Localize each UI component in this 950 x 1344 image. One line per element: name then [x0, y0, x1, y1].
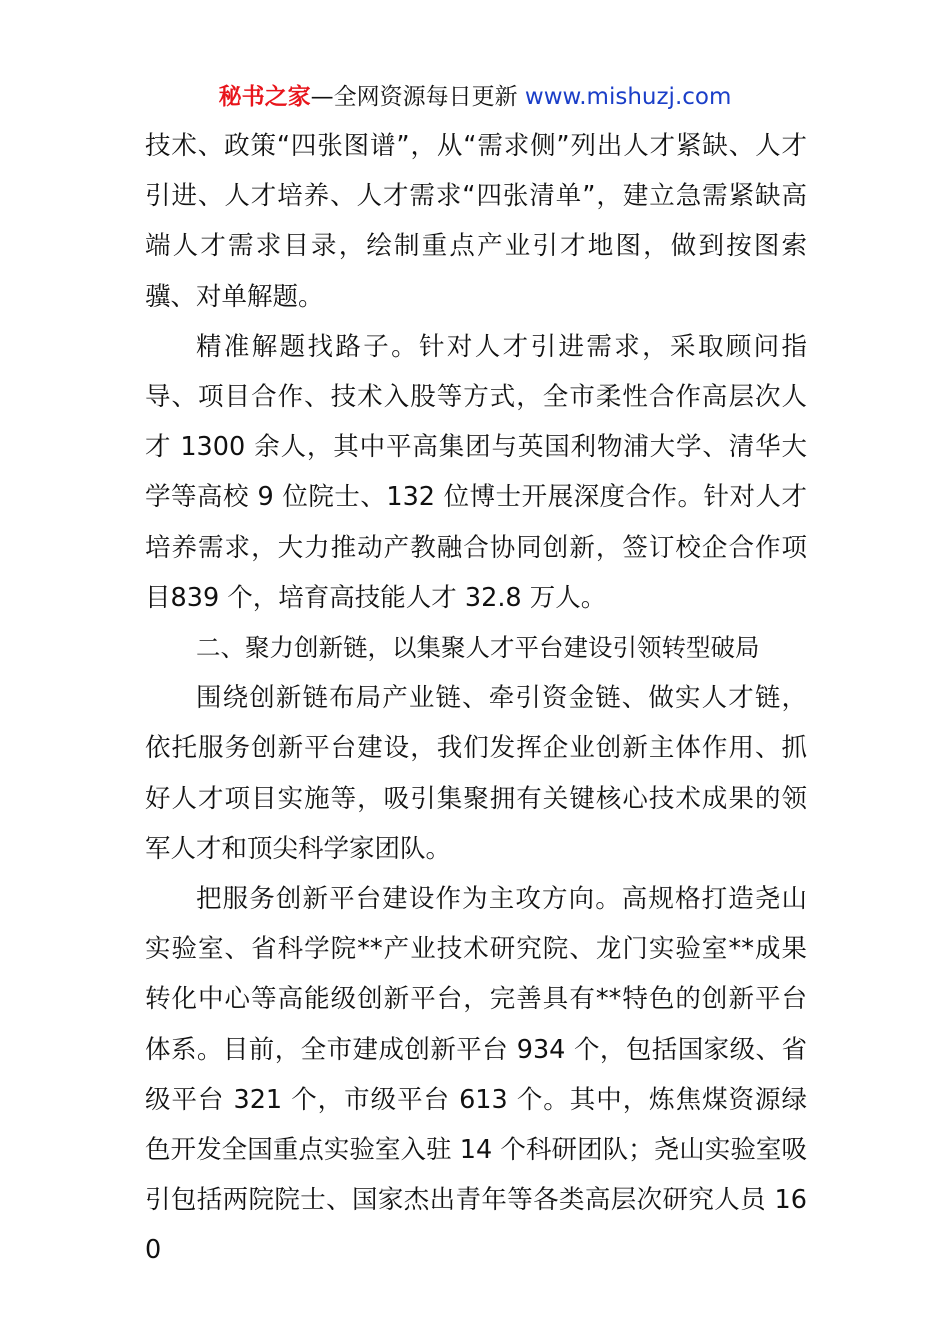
- document-body: [145, 121, 807, 1276]
- header-tagline: —全网资源每日更新: [310, 84, 518, 110]
- paragraph-innovation-platforms: 把服务创新平台建设作为主攻方向。高规格打造尧山实验室、省科学院**产业技术研究院、龙门实验室**成果转化中心等高能级创新平台，完善具有**特色的创新平台体系。目前，全市建成创新平台 934 个，包括国家级、省级平台 321 个，市级平台 613 个。其中，炼焦煤资源绿色开发全国重点实验室入驻 14 个科研团队；尧山实验室吸引包括两院院士、国家杰出青年等各类高层次研究人员 160: [145, 884, 807, 1266]
- section-heading: 二、聚力创新链，以集聚人才平台建设引领转型破局: [196, 633, 760, 663]
- brand-name: 秘书之家: [218, 84, 311, 110]
- website-link[interactable]: www.mishuzj.com: [524, 84, 732, 110]
- paragraph-continuation: 技术、政策“四张图谱”，从“需求侧”列出人才紧缺、人才引进、人才培养、人才需求“四张清单”，建立急需紧缺高端人才需求目录，绘制重点产业引才地图，做到按图索骥、对单解题。: [145, 131, 807, 312]
- paragraph-innovation-chain: 围绕创新链布局产业链、牵引资金链、做实人才链，依托服务创新平台建设，我们发挥企业创新主体作用、抓好人才项目实施等，吸引集聚拥有关键核心技术成果的领军人才和顶尖科学家团队。: [145, 683, 807, 864]
- paragraph-talent-introduction: 精准解题找路子。针对人才引进需求，采取顾问指导、项目合作、技术入股等方式，全市柔性合作高层次人才 1300 余人，其中平高集团与英国利物浦大学、清华大学等高校 9 位院士、132 位博士开展深度合作。针对人才培养需求，大力推动产教融合协同创新，签订校企合作项目839 个，培育高技能人才 32.8 万人。: [145, 331, 807, 613]
- page-header: [0, 80, 950, 114]
